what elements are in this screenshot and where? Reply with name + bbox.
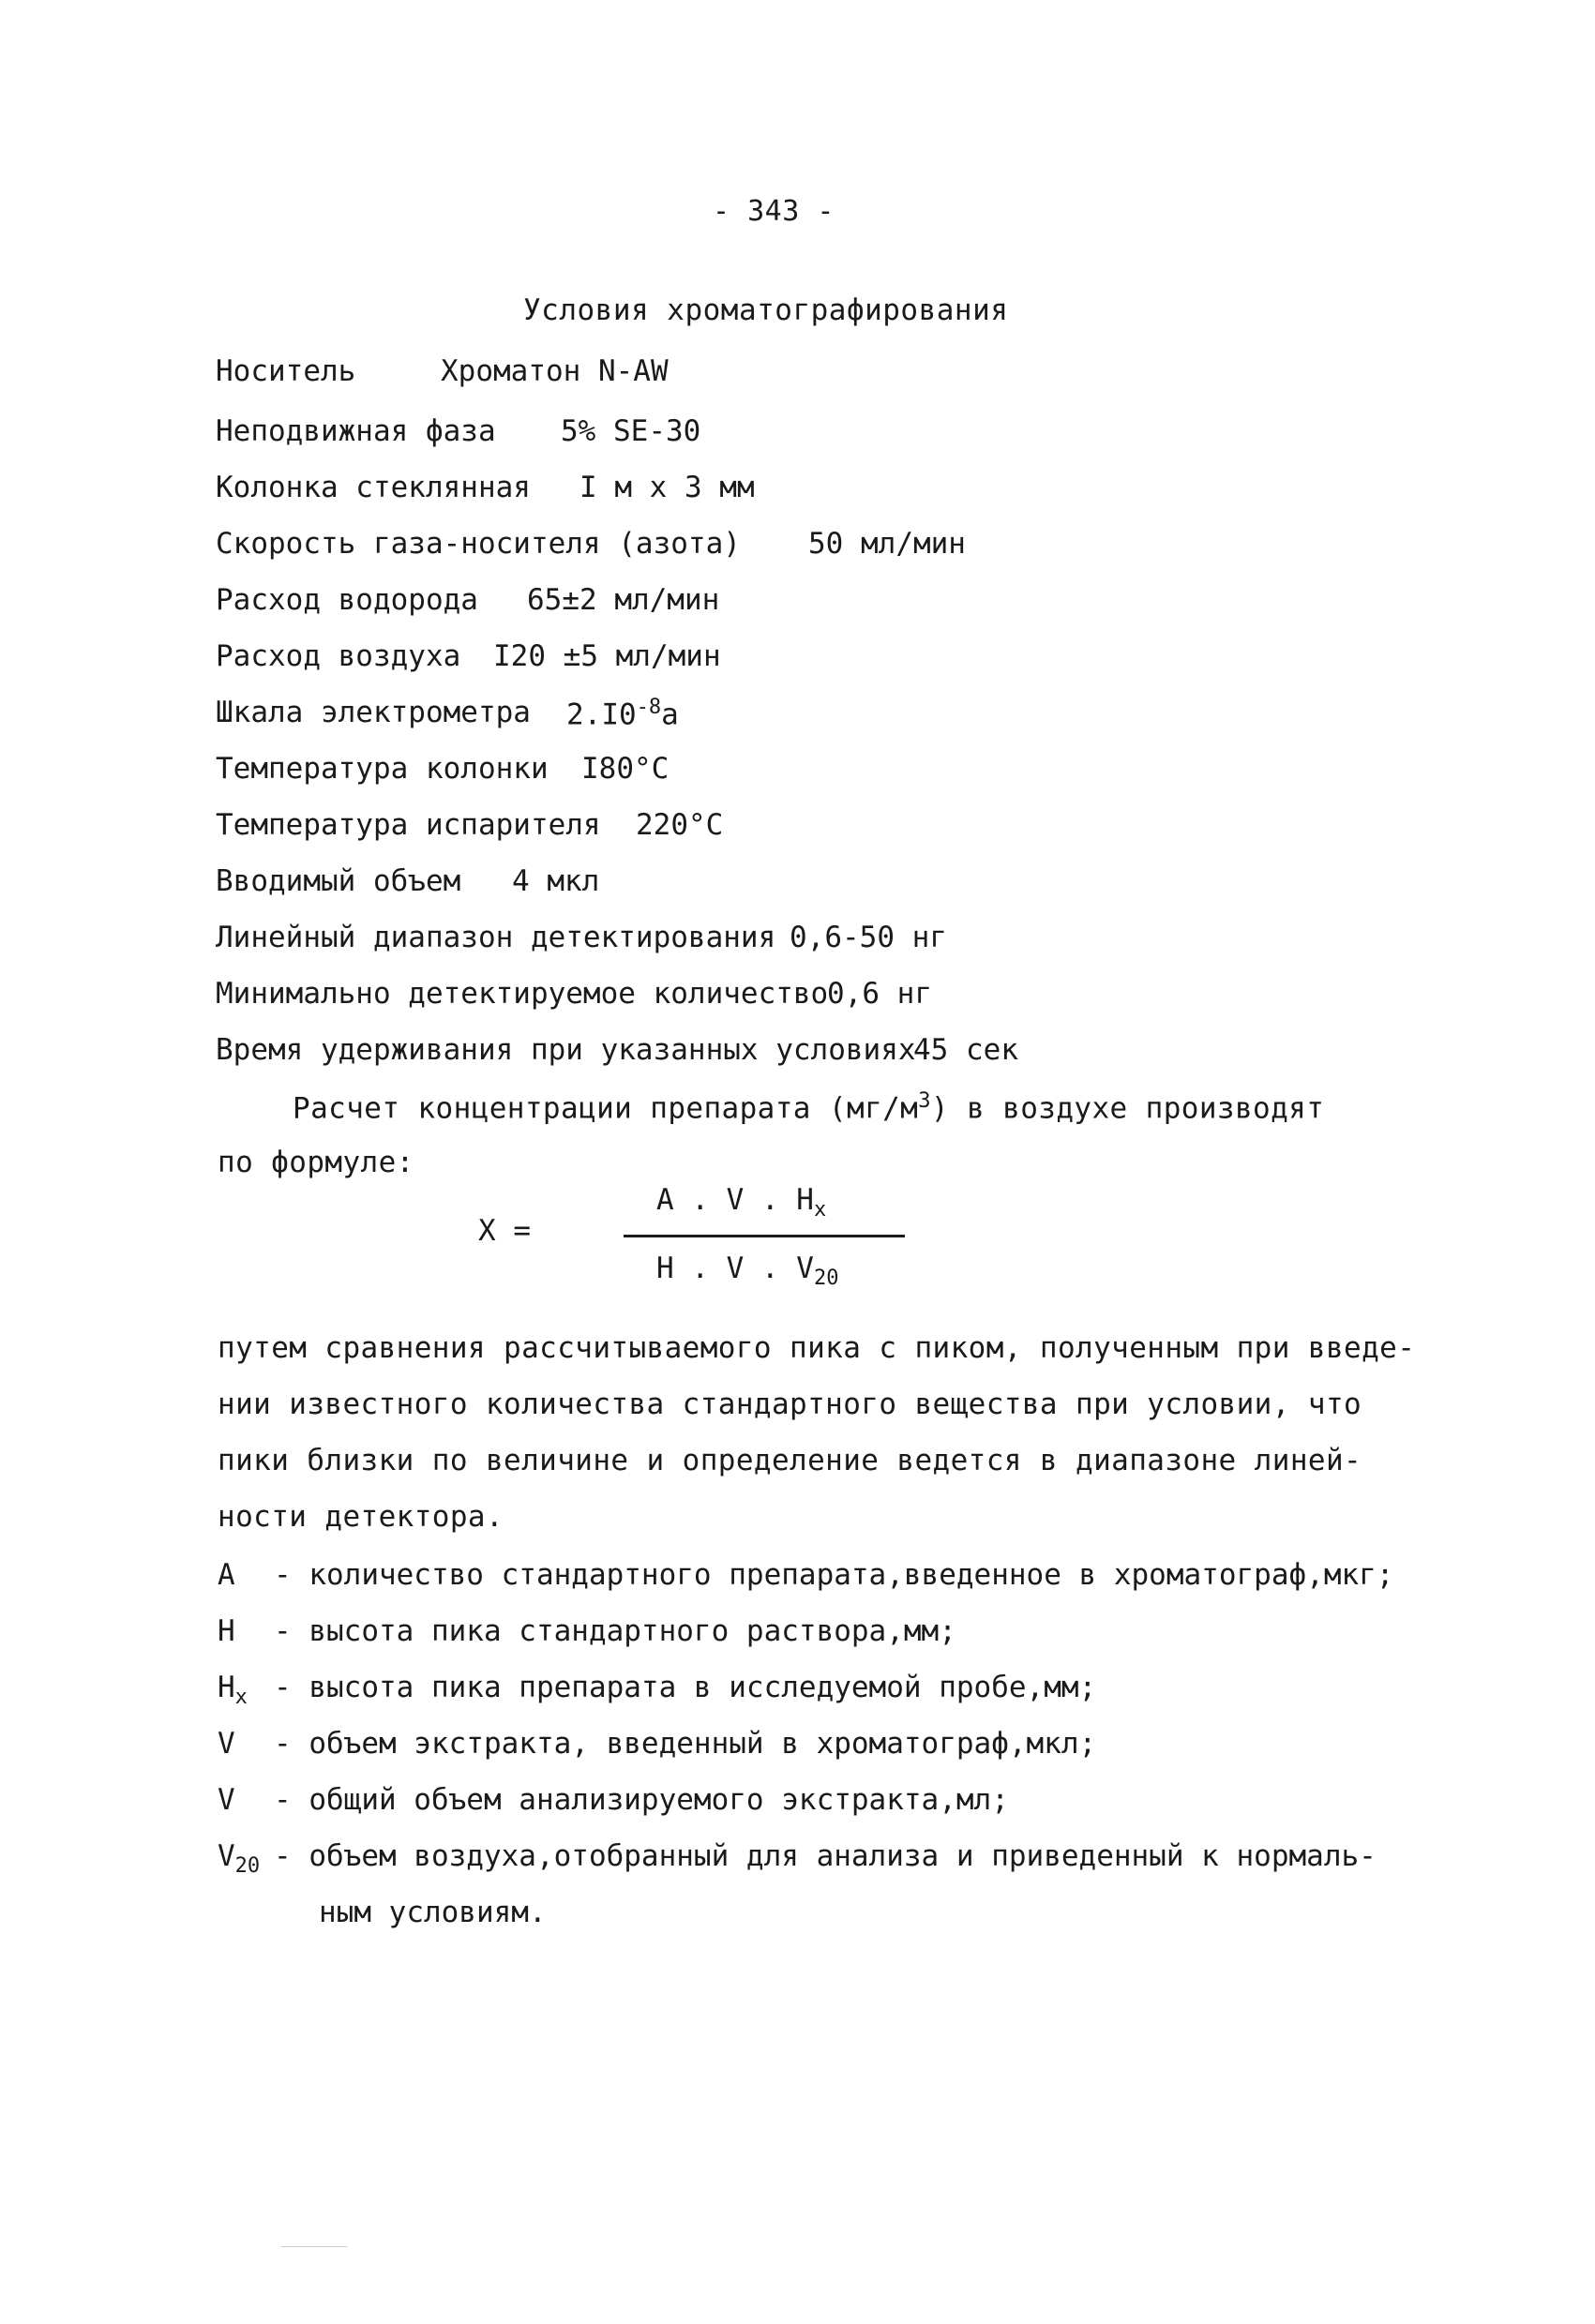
condition-label: Температура колонки bbox=[216, 752, 549, 786]
calc-intro-text-b: ) в воздухе производят bbox=[930, 1091, 1325, 1126]
legend-text: - общий объем анализируемого экстракта,мл; bbox=[274, 1783, 1009, 1817]
paragraph-line: нии известного количества стандартного вещества при условии, что bbox=[218, 1387, 1362, 1421]
condition-value: 0,6 нг bbox=[827, 977, 932, 1011]
condition-value: 5% SE-30 bbox=[561, 414, 701, 448]
electrometer-unit: а bbox=[661, 697, 679, 732]
calc-intro-line2: по формуле: bbox=[218, 1146, 414, 1179]
formula-numerator bbox=[656, 1183, 826, 1222]
legend-text: - высота пика стандартного раствора,мм; bbox=[274, 1614, 956, 1648]
legend-text: - объем экстракта, введенный в хроматограф,мкл; bbox=[274, 1727, 1097, 1761]
condition-label: Скорость газа-носителя (азота) bbox=[216, 527, 741, 561]
condition-value bbox=[566, 696, 679, 731]
condition-value: I м х 3 мм bbox=[579, 471, 755, 504]
condition-value: 0,6-50 нг bbox=[790, 921, 947, 954]
symbol-subscript: 20 bbox=[234, 1854, 261, 1879]
legend-symbol: V bbox=[218, 1783, 235, 1817]
condition-value: I80°C bbox=[581, 752, 670, 786]
legend-text: - количество стандартного препарата,введенное в хроматограф,мкг; bbox=[274, 1558, 1394, 1592]
condition-label: Минимально детектируемое количество bbox=[216, 977, 829, 1011]
condition-label: Расход воздуха bbox=[216, 639, 461, 673]
numerator-text: A . V . H bbox=[656, 1183, 814, 1217]
calc-intro-text-a: Расчет концентрации препарата (мг/м bbox=[293, 1091, 919, 1126]
condition-value: 50 мл/мин bbox=[808, 527, 966, 561]
legend-text: - высота пика препарата в исследуемой пробе,мм; bbox=[274, 1671, 1097, 1704]
condition-value: I20 ±5 мл/мин bbox=[493, 639, 721, 673]
legend-text: - объем воздуха,отобранный для анализа и приведенный к нормаль- bbox=[274, 1839, 1377, 1873]
legend-symbol: A bbox=[218, 1558, 235, 1592]
symbol-letter: H bbox=[218, 1671, 235, 1704]
condition-label: Неподвижная фаза bbox=[216, 414, 496, 448]
page-number: - 343 - bbox=[713, 195, 835, 228]
scan-mark bbox=[281, 2246, 347, 2247]
denominator-text: H . V . V bbox=[656, 1252, 814, 1285]
legend-symbol: H bbox=[218, 1614, 235, 1648]
condition-value: 4 мкл bbox=[512, 864, 600, 898]
fraction-bar bbox=[624, 1235, 905, 1237]
paragraph-line: путем сравнения рассчитываемого пика с пиком, полученным при введе- bbox=[218, 1331, 1416, 1365]
formula-lhs: X = bbox=[478, 1214, 531, 1248]
condition-label: Носитель bbox=[216, 354, 356, 388]
legend-symbol bbox=[218, 1671, 248, 1709]
condition-label: Колонка стеклянная bbox=[216, 471, 531, 504]
legend-symbol: V bbox=[218, 1727, 235, 1761]
denominator-subscript: 20 bbox=[813, 1267, 839, 1291]
paragraph-line: пики близки по величине и определение ведется в диапазоне линей- bbox=[218, 1444, 1362, 1477]
condition-label: Шкала электрометра bbox=[216, 696, 531, 729]
numerator-subscript: x bbox=[813, 1198, 827, 1222]
paragraph-line: ности детектора. bbox=[218, 1500, 504, 1534]
formula-denominator bbox=[656, 1252, 838, 1290]
condition-label: Вводимый объем bbox=[216, 864, 461, 898]
condition-label: Температура испарителя bbox=[216, 808, 601, 842]
unit-exponent: 3 bbox=[918, 1089, 931, 1113]
condition-label: Время удерживания при указанных условиях bbox=[216, 1033, 916, 1067]
legend-text-continued: ным условиям. bbox=[319, 1896, 547, 1929]
condition-value: 65±2 мл/мин bbox=[527, 583, 720, 617]
legend-symbol bbox=[218, 1839, 260, 1878]
calc-intro-line1 bbox=[293, 1089, 1324, 1125]
symbol-letter: V bbox=[218, 1839, 235, 1873]
condition-label: Линейный диапазон детектирования bbox=[216, 921, 776, 954]
electrometer-value: 2.I0 bbox=[566, 697, 637, 732]
section-title: Условия хроматографирования bbox=[523, 293, 1009, 327]
condition-value: Хроматон N-AW bbox=[441, 354, 669, 388]
symbol-subscript: x bbox=[234, 1686, 248, 1710]
condition-value: 220°C bbox=[636, 808, 724, 842]
electrometer-exponent: -8 bbox=[636, 696, 662, 719]
condition-label: Расход водорода bbox=[216, 583, 478, 617]
condition-value: 45 сек bbox=[913, 1033, 1018, 1067]
